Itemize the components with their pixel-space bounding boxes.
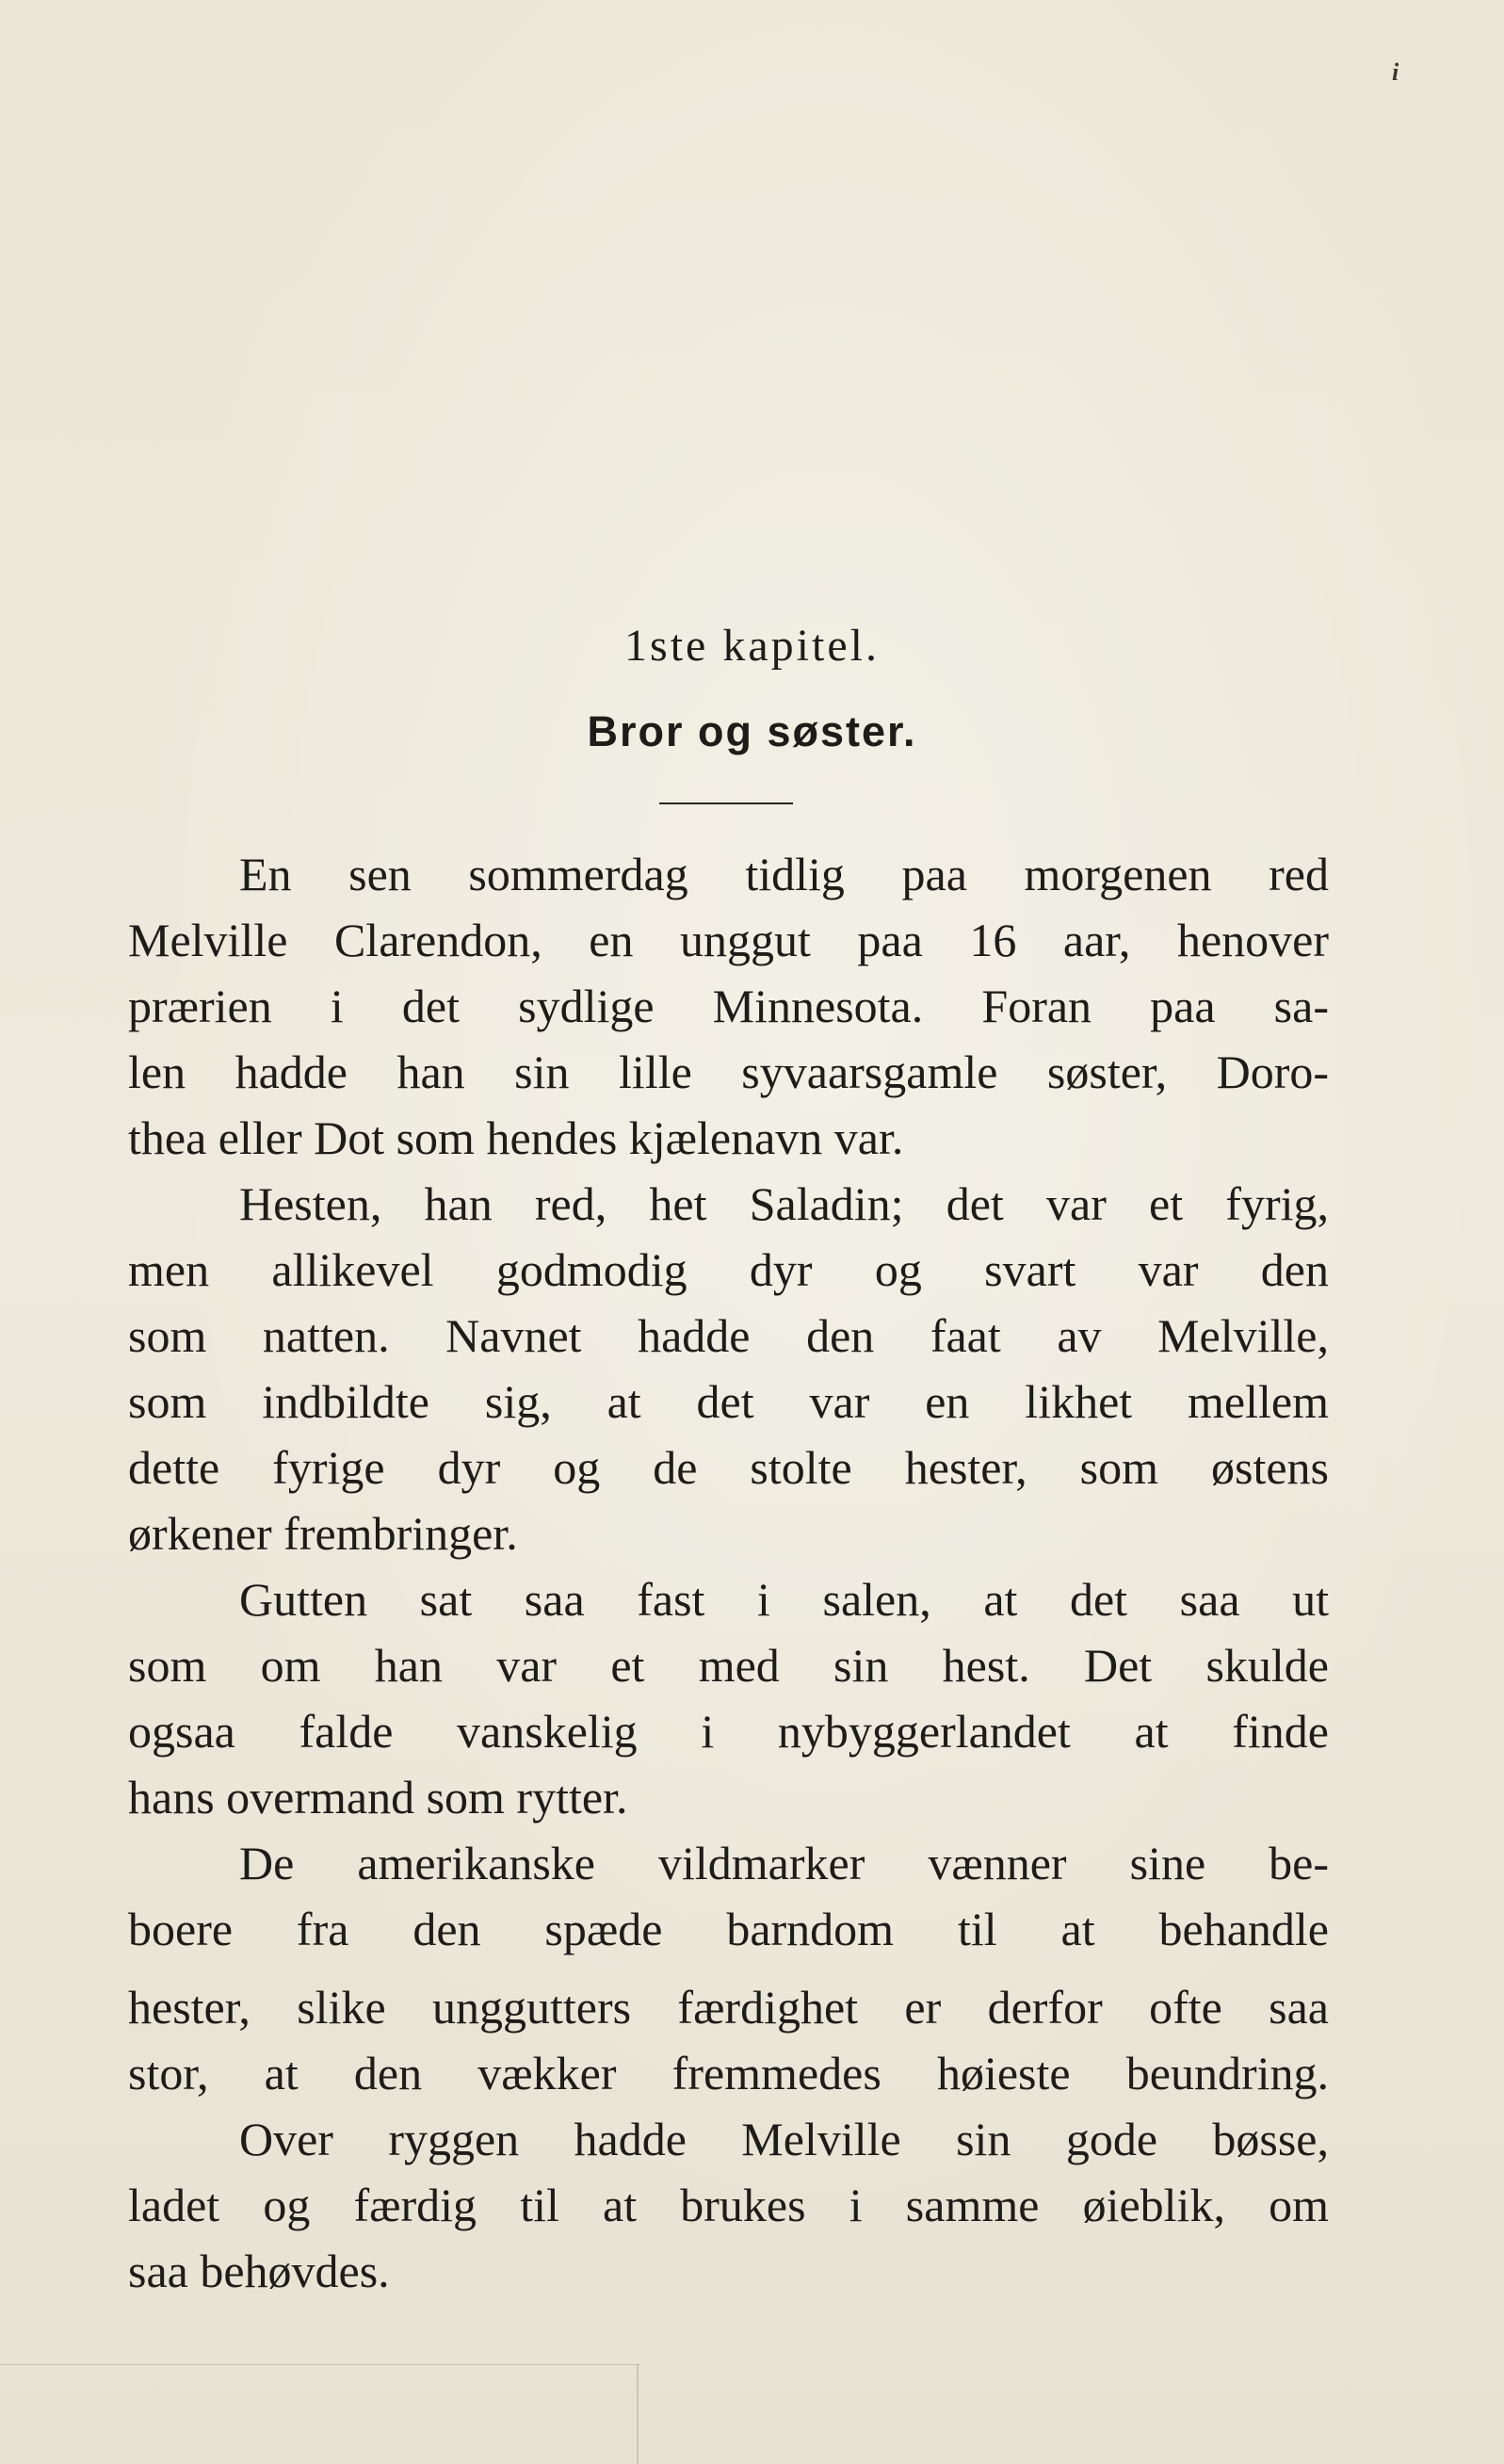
text-line: men allikevel godmodig dyr og svart var den [128,1243,1329,1296]
text-line: Melville Clarendon, en unggut paa 16 aar, henover [128,914,1329,966]
text-line: ogsaa falde vanskelig i nybyggerlandet at finde [128,1705,1329,1758]
text-line: hester, slike unggutters færdighet er derfor ofte saa [128,1981,1329,2034]
text-line: De amerikanske vildmarker vænner sine be- [239,1837,1329,1889]
text-line: saa behøvdes. [128,2245,390,2297]
chapter-number: 1ste kapitel. [624,621,880,671]
text-line: dette fyrige dyr og de stolte hester, som østens [128,1441,1329,1494]
text-line: Gutten sat saa fast i salen, at det saa ut [239,1573,1329,1626]
text-line: boere fra den spæde barndom til at behandle [128,1903,1329,1955]
page-edge-fold [637,2364,639,2464]
chapter-body [128,841,1329,2304]
chapter-title: Bror og søster. [587,707,917,755]
text-line: ladet og færdig til at brukes i samme øieblik, om [128,2179,1329,2231]
page-edge-shadow [0,2364,640,2365]
text-line: En sen sommerdag tidlig paa morgenen red [239,848,1329,900]
text-line: som indbildte sig, at det var en likhet mellem [128,1375,1329,1428]
text-line: som om han var et med sin hest. Det skulde [128,1639,1329,1692]
text-line: ørkener frembringer. [128,1507,518,1560]
text-line: hans overmand som rytter. [128,1771,628,1824]
text-line: Over ryggen hadde Melville sin gode bøsse, [239,2113,1329,2165]
text-line: stor, at den vækker fremmedes høieste beundring. [128,2047,1329,2099]
title-divider [659,802,793,804]
text-line: prærien i det sydlige Minnesota. Foran paa sa- [128,980,1329,1032]
text-line: som natten. Navnet hadde den faat av Melville, [128,1309,1329,1362]
corner-mark: i [1392,58,1399,86]
text-line: len hadde han sin lille syvaarsgamle søster, Doro- [128,1046,1329,1098]
text-line: Hesten, han red, het Saladin; det var et fyrig, [239,1177,1329,1230]
text-line: thea eller Dot som hendes kjælenavn var. [128,1111,904,1164]
